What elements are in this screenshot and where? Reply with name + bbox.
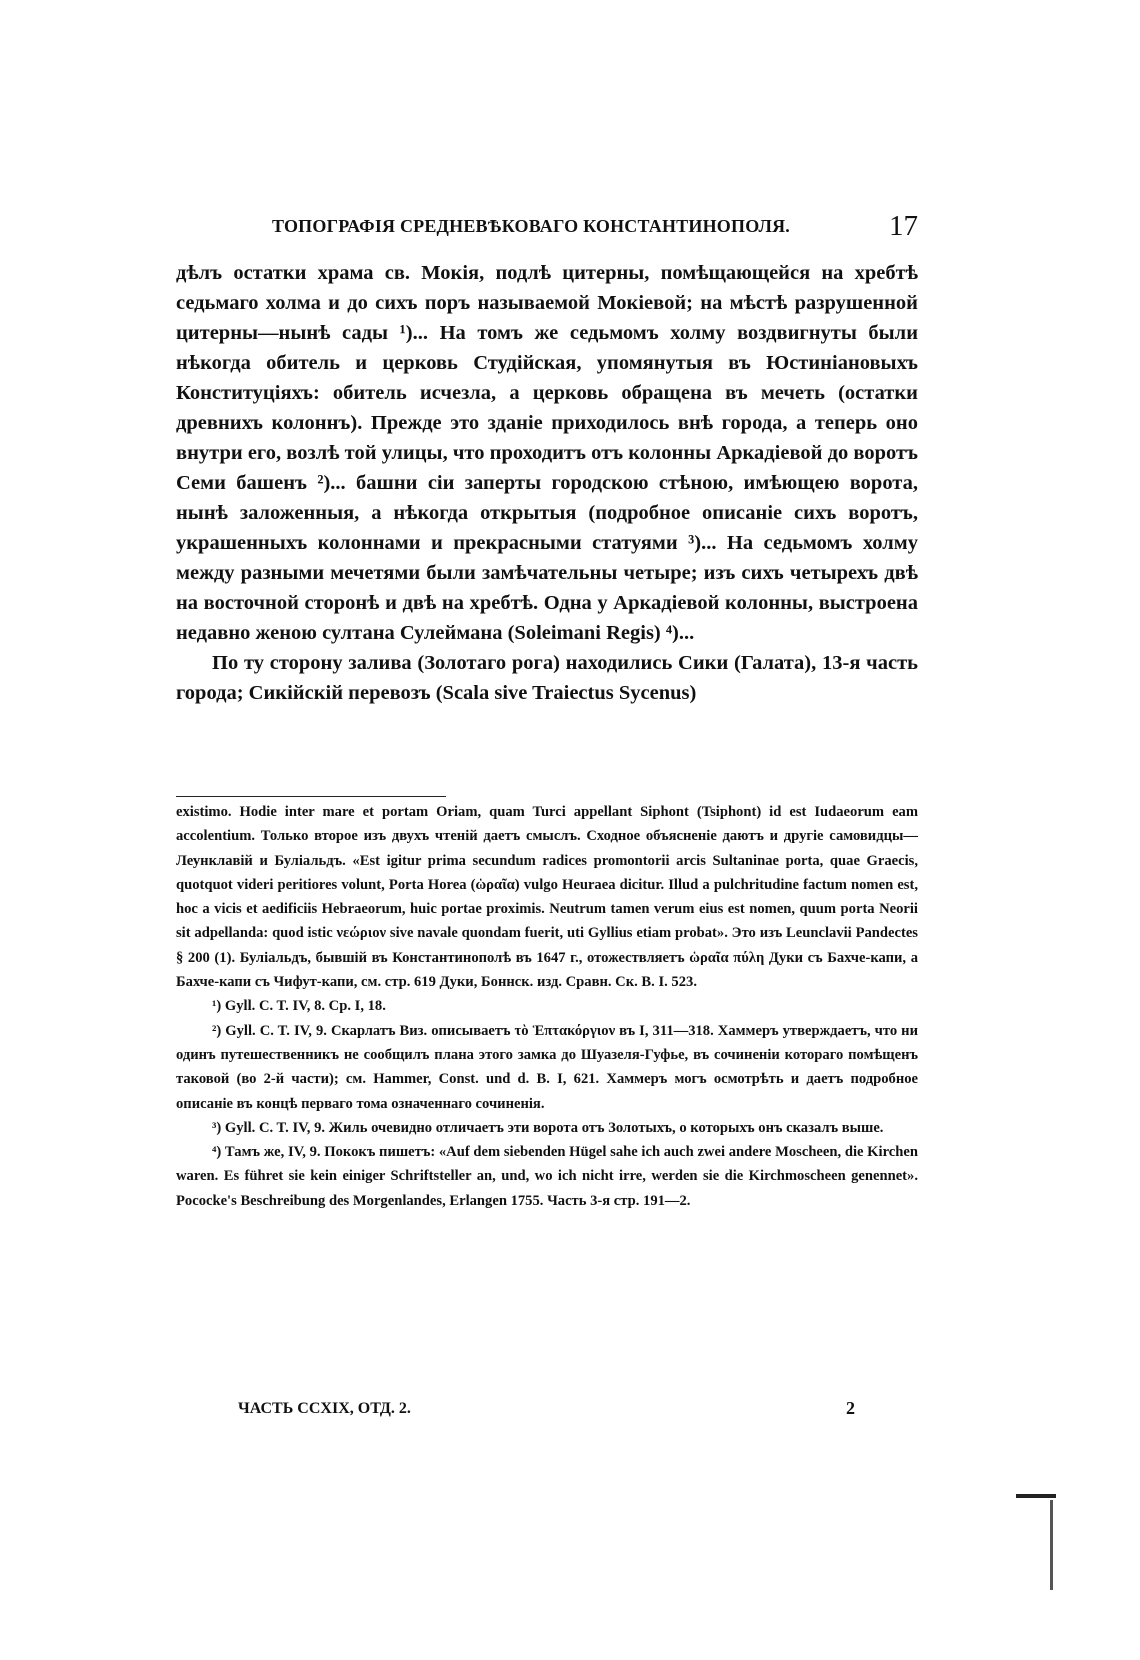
footnote-1: ¹) Gyll. C. T. IV, 8. Cp. I, 18. [212,998,386,1015]
signature-label: ЧАСТЬ CCXIX, ОТД. 2. [238,1400,411,1417]
page-number: 17 [889,210,918,242]
footnote-2: ²) Gyll. C. T. IV, 9. Скарлатъ Виз. описываетъ τὸ Ἑπτακόργιον въ I, 311—318. Хаммеръ утверждаетъ, что ни одинъ путешественникъ не сообщилъ плана этого замка до Шуазеля-Гуфье, въ сочиненіи котораго помѣщенъ таковой (во 2-й части); см. Hammer, Const. und d. B. I, 621. Хаммеръ могъ осмотрѣть и даетъ подробное описаніе въ концѣ перваго тома означеннаго сочиненія. [176,1022,918,1112]
running-title: ТОПОГРАФІЯ СРЕДНЕВѢКОВАГО КОНСТАНТИНОПОЛЯ. [272,216,791,236]
main-text [176,258,918,708]
page-footer [176,1400,918,1428]
paragraph: дѣлъ остатки храма св. Мокія, подлѣ цитерны, помѣщающейся на хребтѣ седьмаго холма и до сихъ поръ называемой Мокіевой; на мѣстѣ разрушенной цитерны—нынѣ сады ¹)... На томъ же седьмомъ холму воздвигнуты были нѣкогда обитель и церковь Студійская, упомянутыя въ Юстиніановыхъ Конституціяхъ: обитель исчезла, а церковь обращена въ мечеть (остатки древнихъ колоннъ). Прежде это зданіе приходилось внѣ города, а теперь оно внутри его, возлѣ той улицы, что проходитъ отъ колонны Аркадіевой до воротъ Семи башенъ ²)... башни сіи заперты городскою стѣною, имѣющею ворота, нынѣ заложенныя, а нѣкогда открытыя (подробное описаніе сихъ воротъ, украшенныхъ колоннами и прекрасными статуями ³)... На седьмомъ холму между разными мечетями были замѣчательны четыре; изъ сихъ четырехъ двѣ на восточной сторонѣ и двѣ на хребтѣ. Одна у Аркадіевой колонны, выстроена недавно женою султана Сулеймана (Soleimani Regis) ⁴)... [176,262,918,644]
margin-mark [1016,1494,1056,1498]
footnote-continuation: existimo. Hodie inter mare et portam Oriam, quam Turci appellant Siphont (Tsiphont) id est Iudaeorum eam accolentium. Только второе изъ двухъ чтеній даетъ смыслъ. Сходное объясненіе даютъ и другіе самовидцы—Леунклавій и Буліальдъ. «Est igitur prima secundum radices promontorii arcis Sultaninae porta, quae Graecis, quotquot videri peritiores volunt, Porta Horea (ὡραῖα) vulgo Heuraea dicitur. Illud a pulchritudine factum nomen est, hoc a vicis et aedificiis Hebraeorum, huic portae proximis. Neutrum tamen verum eius est nomen, quum porta Neorii sit adpellanda: quod istic νεώριον sive navale quondam fuerit, uti Gyllius etiam probat». Это изъ Leunclavii Pandectes § 200 (1). Буліальдъ, бывшій въ Константинополѣ въ 1647 г., отожествляетъ ὡραῖα πύλη Дуки съ Бахче-капи, а Бахче-капи съ Чифут-капи, см. стр. 619 Дуки, Боннск. изд. Сравн. Ск. В. I. 523. [176,804,918,991]
paragraph: По ту сторону залива (Золотаго рога) находились Сики (Галата), 13-я часть города; Сикійскій перевозъ (Scala sive Traiectus Sycenus) [176,652,918,704]
edge-mark [1050,1500,1053,1590]
footnote-4: ⁴) Тамъ же, IV, 9. Пококъ пишетъ: «Auf dem siebenden Hügel sahe ich auch zwei andere Moscheen, die Kirchen waren. Es führet sie kein einiger Schriftsteller an, und, wo ich nicht irre, werden sie die Kirchmoscheen genennet». Pococke's Beschreibung des Morgenlandes, Erlangen 1755. Часть 3-я стр. 191—2. [176,1144,918,1209]
footnote-divider [176,796,446,797]
footnote-3: ³) Gyll. C. T. IV, 9. Жиль очевидно отличаетъ эти ворота отъ Золотыхъ, о которыхъ онъ сказалъ выше. [212,1119,884,1136]
signature-number: 2 [846,1398,855,1418]
footnotes [176,800,918,1213]
page-header [176,210,918,252]
